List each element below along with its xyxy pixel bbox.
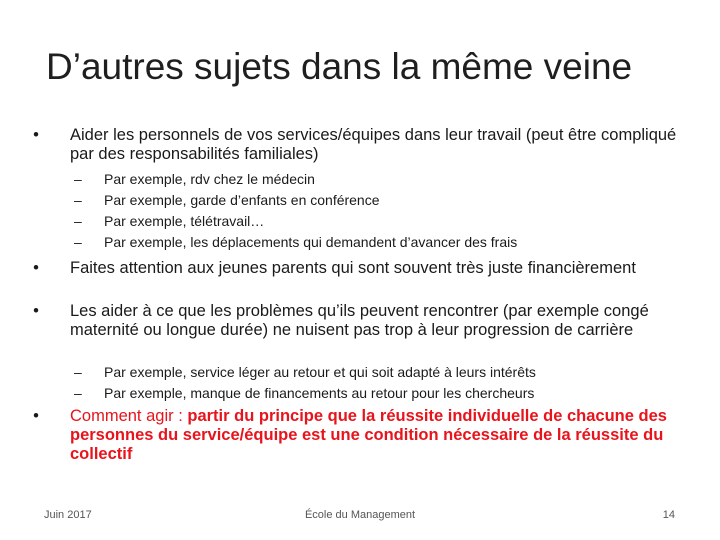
dash-marker: –: [74, 385, 82, 401]
bullet-help-staff: [33, 126, 690, 164]
bullet-lead-text: Comment agir :: [70, 407, 188, 425]
sub-bullet-text: Par exemple, service léger au retour et qui soit adapté à leurs intérêts: [104, 364, 536, 380]
footer-page-number: 14: [662, 509, 675, 521]
bullet-how-to-act: [33, 407, 690, 464]
sub-bullet-text: Par exemple, manque de financements au retour pour les chercheurs: [104, 385, 535, 401]
bullet-dot: •: [33, 259, 39, 277]
bullet-career-progression: [33, 302, 690, 340]
dash-marker: –: [74, 171, 82, 187]
sub-bullet-text: Par exemple, rdv chez le médecin: [104, 171, 315, 187]
sub-bullet: [74, 364, 684, 381]
slide-title: D’autres sujets dans la même veine: [46, 46, 633, 87]
sub-bullet: [74, 171, 684, 188]
bullet-dot: •: [33, 407, 39, 425]
bullet-text: Les aider à ce que les problèmes qu’ils peuvent rencontrer (par exemple congé maternité ou longue durée) ne nuisent pas trop à leur progression de carrière: [70, 302, 649, 339]
dash-marker: –: [74, 192, 82, 208]
bullet-text: Faites attention aux jeunes parents qui sont souvent très juste financièrement: [70, 259, 636, 277]
sub-bullet: [74, 213, 684, 230]
bullet-young-parents: [33, 259, 690, 278]
bullet-text: Aider les personnels de vos services/équipes dans leur travail (peut être compliqué par des responsabilités familiales): [70, 126, 677, 163]
bullet-dot: •: [33, 126, 39, 144]
sub-bullet: [74, 234, 684, 251]
sub-bullet-text: Par exemple, les déplacements qui demandent d’avancer des frais: [104, 234, 518, 250]
footer-center: École du Management: [304, 509, 416, 521]
bullet-dot: •: [33, 302, 39, 320]
footer-date: Juin 2017: [44, 509, 92, 521]
sub-bullet-text: Par exemple, garde d’enfants en conférence: [104, 192, 380, 208]
sub-bullet: [74, 192, 684, 209]
dash-marker: –: [74, 364, 82, 380]
bullet-bold-text: partir du principe que la réussite individuelle de chacune des personnes du service/équipe est une condition nécessaire de la réussite du collectif: [70, 407, 667, 463]
sub-bullet: [74, 385, 684, 402]
sub-bullet-text: Par exemple, télétravail…: [104, 213, 265, 229]
dash-marker: –: [74, 234, 82, 250]
dash-marker: –: [74, 213, 82, 229]
